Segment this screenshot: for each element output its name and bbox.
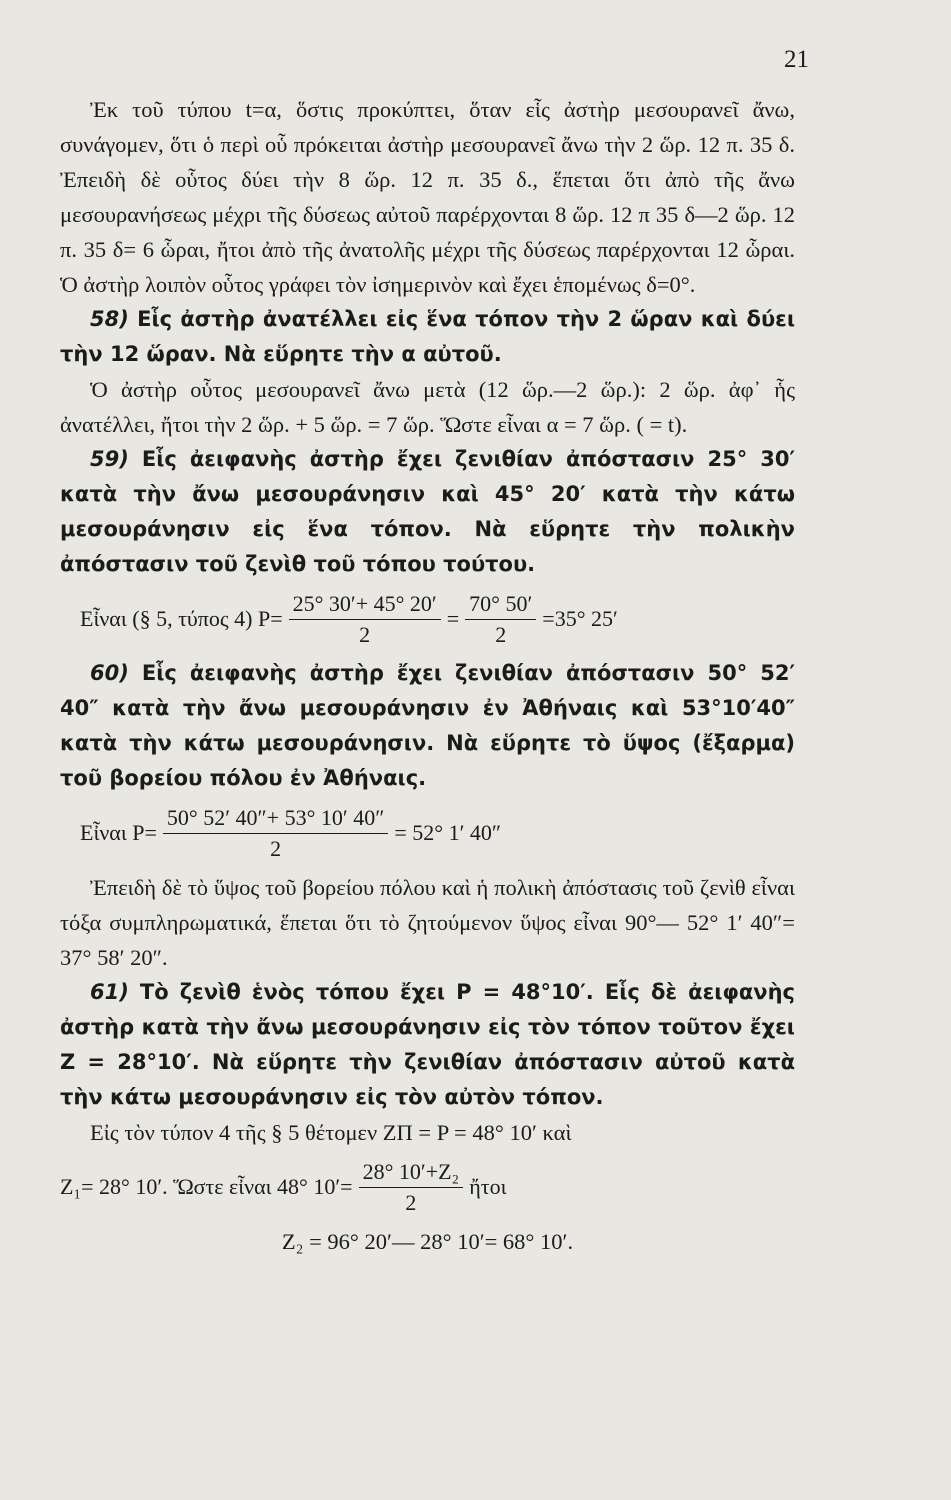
problem-61-final: Z₂ = 96° 20′— 28° 10′= 68° 10′. <box>281 1229 574 1254</box>
fraction <box>289 591 441 648</box>
problem-60-number: 60) <box>90 661 129 685</box>
formula-result: = 52° 1′ 40″ <box>394 820 502 845</box>
problem-61-number: 61) <box>90 980 129 1004</box>
problem-61 <box>60 975 795 1115</box>
problem-59 <box>60 442 795 582</box>
fraction <box>163 805 388 862</box>
problem-60-formula <box>80 800 795 866</box>
fraction <box>359 1159 464 1216</box>
fraction-numerator: 50° 52′ 40″+ 53° 10′ 40″ <box>163 805 388 834</box>
fraction-denominator: 2 <box>405 1189 417 1215</box>
page-number: 21 <box>784 46 809 73</box>
problem-59-number: 59) <box>90 447 129 471</box>
problem-58 <box>60 302 795 372</box>
page-content <box>60 92 795 1259</box>
problem-59-statement: Εἷς ἀειφανὴς ἀστὴρ ἔχει ζενιθίαν ἀπόστασιν 25° 30′ κατὰ τὴν ἄνω μεσουράνησιν καὶ 45° 20′ κατὰ τὴν κάτω μεσουράνησιν εἰς ἕνα τόπον. Νὰ εὕρητε τὴν πολικὴν ἀπόστασιν τοῦ ζενὶθ τοῦ τόπου τούτου. <box>60 447 796 576</box>
formula-tail: ἤτοι <box>469 1174 507 1199</box>
fraction-denominator: 2 <box>495 621 507 647</box>
problem-60 <box>60 656 795 796</box>
fraction-numerator: 70° 50′ <box>465 591 536 620</box>
problem-61-formula <box>60 1154 795 1220</box>
problem-58-number: 58) <box>90 307 129 331</box>
problem-58-statement: Εἷς ἀστὴρ ἀνατέλλει εἰς ἕνα τόπον τὴν 2 ὥραν καὶ δύει τὴν 12 ὥραν. Νὰ εὕρητε τὴν α αὐτοῦ. <box>60 307 796 366</box>
equals-sign: = <box>446 606 460 631</box>
fraction-numerator: 25° 30′+ 45° 20′ <box>289 591 441 620</box>
formula-lead: Εἶναι (§ 5, τύπος 4) P= <box>80 606 283 631</box>
intro-paragraph: Ἐκ τοῦ τύπου t=α, ὅστις προκύπτει, ὅταν εἷς ἀστὴρ μεσουρανεῖ ἄνω, συνάγομεν, ὅτι ὁ περὶ οὗ πρόκειται ἀστὴρ μεσουρανεῖ ἄνω τὴν 2 ὥρ. 12 π. 35 δ. Ἐπειδὴ δὲ οὗτος δύει τὴν 8 ὥρ. 12 π. 35 δ., ἕπεται ὅτι ἀπὸ τῆς ἄνω μεσουρανήσεως μέχρι τῆς δύσεως αὐτοῦ παρέρχονται 8 ὥρ. 12 π 35 δ—2 ὥρ. 12 π. 35 δ= 6 ὧραι, ἤτοι ἀπὸ τῆς ἀνατολῆς μέχρι τῆς δύσεως παρέρχονται 12 ὧραι. Ὁ ἀστὴρ λοιπὸν οὗτος γράφει τὸν ἰσημερινὸν καὶ ἔχει ἑπομένως δ=0°. <box>60 97 795 297</box>
problem-61-statement: Τὸ ζενὶθ ἑνὸς τόπου ἔχει P = 48°10′. Εἷς δὲ ἀειφανὴς ἀστὴρ κατὰ τὴν ἄνω μεσουράνησιν εἰς τὸν τόπον τοῦτον ἔχει Z = 28°10′. Νὰ εὕρητε τὴν ζενιθίαν ἀπόστασιν αὐτοῦ κατὰ τὴν κάτω μεσουράνησιν εἰς τὸν αὐτὸν τόπον. <box>60 980 796 1109</box>
formula-lead: Εἶναι P= <box>80 820 157 845</box>
fraction-denominator: 2 <box>359 621 371 647</box>
problem-60-solution: Ἐπειδὴ δὲ τὸ ὕψος τοῦ βορείου πόλου καὶ ἡ πολικὴ ἀπόστασις τοῦ ζενὶθ εἶναι τόξα συμπληρωματικά, ἕπεται ὅτι τὸ ζητούμενον ὕψος εἶναι 90°— 52° 1′ 40″= 37° 58′ 20″. <box>60 875 795 970</box>
problem-59-formula <box>80 586 795 652</box>
fraction-numerator: 28° 10′+Z₂ <box>359 1159 464 1188</box>
problem-58-solution: Ὁ ἀστὴρ οὗτος μεσουρανεῖ ἄνω μετὰ (12 ὥρ.—2 ὥρ.): 2 ὥρ. ἀφ᾽ ἧς ἀνατέλλει, ἤτοι τὴν 2 ὥρ. + 5 ὥρ. = 7 ὥρ. Ὥστε εἶναι α = 7 ὥρ. ( = t). <box>60 377 795 437</box>
problem-60-statement: Εἷς ἀειφανὴς ἀστὴρ ἔχει ζενιθίαν ἀπόστασιν 50° 52′ 40″ κατὰ τὴν ἄνω μεσουράνησιν ἐν Ἀθήναις καὶ 53°10′40″ κατὰ τὴν κάτω μεσουράνησιν. Νὰ εὕρητε τὸ ὕψος (ἔξαρμα) τοῦ βορείου πόλου ἐν Ἀθήναις. <box>60 661 796 790</box>
fraction <box>465 591 536 648</box>
fraction-denominator: 2 <box>270 835 282 861</box>
problem-61-solution: Εἰς τὸν τύπον 4 τῆς § 5 θέτομεν ΖΠ = P = 48° 10′ καὶ <box>90 1120 572 1145</box>
formula-result: =35° 25′ <box>542 606 618 631</box>
formula-lead: Z₁= 28° 10′. Ὥστε εἶναι 48° 10′= <box>60 1174 353 1199</box>
